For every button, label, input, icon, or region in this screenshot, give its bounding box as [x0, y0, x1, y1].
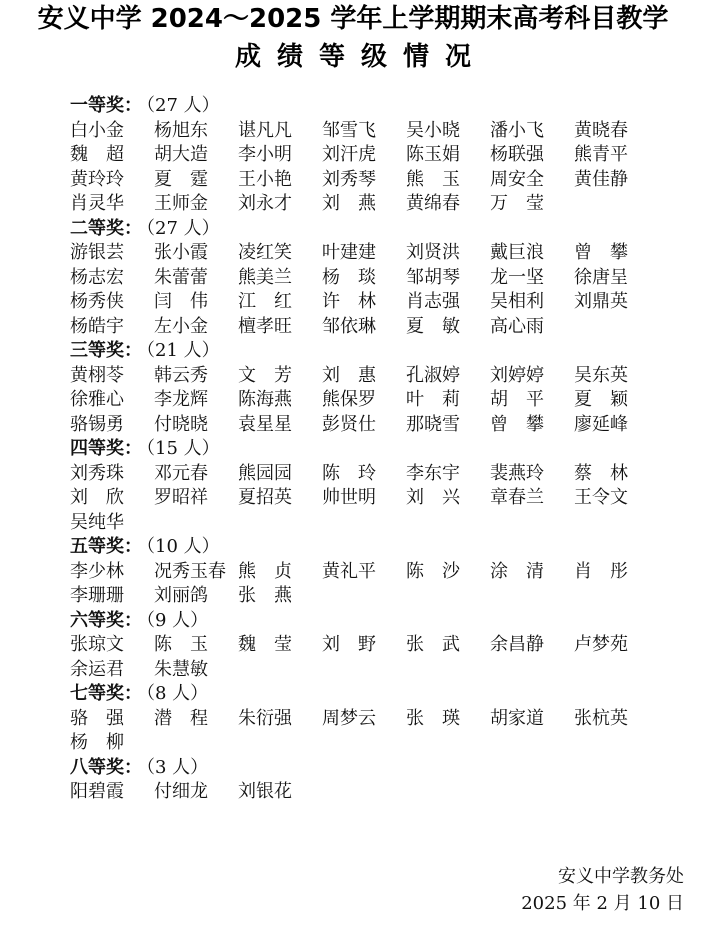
student-name: 刘 野: [322, 634, 376, 655]
student-name: 帅世明: [322, 487, 376, 508]
student-name: 陈 沙: [406, 560, 460, 582]
student-name: 熊青平: [574, 144, 628, 165]
student-name: 熊园园: [238, 462, 292, 484]
student-name: 熊 玉: [406, 168, 460, 190]
student-name: 韩云秀: [154, 364, 208, 386]
student-name: 曾 攀: [574, 242, 628, 263]
student-name: 邹雪飞: [322, 119, 376, 141]
student-name: 黄玲玲: [70, 168, 124, 190]
section-header: [70, 535, 650, 560]
student-name: 朱慧敏: [154, 658, 208, 680]
student-name: 周安全: [490, 168, 544, 190]
student-name: 廖延峰: [574, 413, 628, 435]
student-name: 万 莹: [490, 193, 544, 214]
award-sections: [70, 94, 650, 805]
award-section: [70, 217, 650, 340]
student-name: 戴巨浪: [490, 242, 544, 263]
student-name: 江 红: [238, 291, 292, 312]
student-name: 胡大造: [154, 144, 208, 165]
student-name: 徐雅心: [70, 389, 124, 410]
student-name: 游银芸: [70, 242, 124, 263]
student-name: 朱衍强: [238, 707, 292, 729]
student-name: 裴燕玲: [490, 462, 544, 484]
award-level-label: 八等奖：: [70, 756, 142, 778]
student-name: 檀孝旺: [238, 315, 292, 337]
student-name: 杨旭东: [154, 119, 208, 141]
award-level-label: 一等奖：: [70, 95, 142, 116]
student-name: 杨秀侠: [70, 291, 124, 312]
student-name: 黄礼平: [322, 560, 376, 582]
section-header: [70, 217, 650, 242]
section-header: [70, 437, 650, 462]
name-list: [70, 462, 650, 536]
student-name: 徐唐呈: [574, 266, 628, 288]
student-name: 刘丽鸽: [154, 585, 208, 606]
student-name: 杨志宏: [70, 266, 124, 288]
student-name: 潘小飞: [490, 119, 544, 141]
student-name: 刘秀琴: [322, 168, 376, 190]
student-name: 左小金: [154, 315, 208, 337]
student-name: 付晓晓: [154, 413, 208, 435]
student-name: 肖 彤: [574, 560, 628, 582]
student-name: 陈 玉: [154, 634, 208, 655]
student-name: 邓元春: [154, 462, 208, 484]
student-name: 骆 强: [70, 707, 124, 729]
student-name: 刘银花: [238, 781, 292, 802]
student-name: 魏 超: [70, 144, 124, 165]
student-name: 付细龙: [154, 781, 208, 802]
student-name: 蔡 林: [574, 462, 628, 484]
student-name: 肖志强: [406, 291, 460, 312]
student-name: 陈海燕: [238, 389, 292, 410]
student-name: 骆锡勇: [70, 413, 124, 435]
award-level-label: 五等奖：: [70, 536, 142, 557]
student-name: 刘秀珠: [70, 462, 124, 484]
award-count: （27 人）: [146, 217, 220, 239]
student-name: 白小金: [70, 119, 124, 141]
student-name: 夏 霆: [154, 168, 208, 190]
student-name: 李少林: [70, 560, 124, 582]
name-list: [70, 633, 650, 682]
student-name: 黄栩苓: [70, 364, 124, 386]
section-header: [70, 339, 650, 364]
student-name: 吴纯华: [70, 511, 124, 533]
student-name: 刘 惠: [322, 364, 376, 386]
student-name: 刘 燕: [322, 193, 376, 214]
student-name: 袁星星: [238, 413, 292, 435]
student-name: 王小艳: [238, 168, 292, 190]
student-name: 叶 莉: [406, 389, 460, 410]
student-name: 涂 清: [490, 560, 544, 582]
student-name: 黄绵春: [406, 193, 460, 214]
student-name: 杨 琰: [322, 266, 376, 288]
student-name: 黄佳静: [574, 168, 628, 190]
student-name: 凌红笑: [238, 242, 292, 263]
student-name: 闫 伟: [154, 291, 208, 312]
student-name: 谌凡凡: [238, 119, 292, 141]
student-name: 李龙辉: [154, 389, 208, 410]
student-name: 熊保罗: [322, 389, 376, 410]
name-list: [70, 241, 650, 339]
section-header: [70, 609, 650, 634]
student-name: 潜 程: [154, 707, 208, 729]
section-header: [70, 756, 650, 781]
award-count: （15 人）: [146, 438, 220, 459]
student-name: 余昌静: [490, 634, 544, 655]
student-name: 夏招英: [238, 487, 292, 508]
award-count: （9 人）: [146, 609, 209, 631]
student-name: 张琼文: [70, 634, 124, 655]
student-name: 许 林: [322, 291, 376, 312]
name-list: [70, 707, 650, 756]
student-name: 李小明: [238, 144, 292, 165]
student-name: 阳碧霞: [70, 781, 124, 802]
student-name: 罗昭祥: [154, 487, 208, 508]
student-name: 邹依琳: [322, 315, 376, 337]
name-list: [70, 364, 650, 438]
student-name: 黄晓春: [574, 119, 628, 141]
student-name: 李珊珊: [70, 585, 124, 606]
student-name: 卢梦苑: [574, 634, 628, 655]
footer-date: 2025 年 2 月 10 日: [521, 893, 684, 914]
student-name: 吴小晓: [406, 119, 460, 141]
award-level-label: 七等奖：: [70, 683, 142, 704]
student-name: 况秀玉春: [154, 560, 226, 582]
student-name: 邹胡琴: [406, 266, 460, 288]
student-name: 彭贤仕: [322, 413, 376, 435]
award-section: [70, 682, 650, 756]
award-level-label: 四等奖：: [70, 438, 142, 459]
award-count: （27 人）: [146, 95, 220, 116]
student-name: 杨 柳: [70, 732, 124, 753]
student-name: 李东宇: [406, 462, 460, 484]
student-name: 张 武: [406, 634, 460, 655]
student-name: 刘 兴: [406, 487, 460, 508]
student-name: 刘汗虎: [322, 144, 376, 165]
student-name: 刘贤洪: [406, 242, 460, 263]
student-name: 夏 颖: [574, 389, 628, 410]
student-name: 夏 敏: [406, 315, 460, 337]
name-list: [70, 560, 650, 609]
student-name: 周梦云: [322, 707, 376, 729]
student-name: 王师金: [154, 193, 208, 214]
student-name: 熊美兰: [238, 266, 292, 288]
student-name: 刘婷婷: [490, 364, 544, 386]
student-name: 刘永才: [238, 193, 292, 214]
award-count: （8 人）: [146, 683, 209, 704]
student-name: 张 燕: [238, 585, 292, 606]
student-name: 魏 莹: [238, 634, 292, 655]
student-name: 胡 平: [490, 389, 544, 410]
student-name: 叶建建: [322, 242, 376, 263]
award-level-label: 二等奖：: [70, 217, 142, 239]
student-name: 曾 攀: [490, 413, 544, 435]
award-section: [70, 437, 650, 535]
section-header: [70, 682, 650, 707]
student-name: 杨联强: [490, 144, 544, 165]
student-name: 陈玉娟: [406, 144, 460, 165]
student-name: 章春兰: [490, 487, 544, 508]
student-name: 刘 欣: [70, 487, 124, 508]
award-count: （10 人）: [146, 536, 220, 557]
student-name: 吴相利: [490, 291, 544, 312]
student-name: 那晓雪: [406, 413, 460, 435]
student-name: 吴东英: [574, 364, 628, 386]
student-name: 文 芳: [238, 364, 292, 386]
student-name: 孔淑婷: [406, 364, 460, 386]
section-header: [70, 94, 650, 119]
award-count: （21 人）: [146, 340, 220, 361]
student-name: 肖灵华: [70, 193, 124, 214]
name-list: [70, 119, 650, 217]
student-name: 张小霞: [154, 242, 208, 263]
student-name: 胡家道: [490, 707, 544, 729]
award-section: [70, 339, 650, 437]
document-title-line-1: 安义中学 2024～2025 学年上学期期末高考科目教学: [37, 4, 669, 34]
student-name: 高心雨: [490, 315, 544, 337]
award-section: [70, 756, 650, 805]
footer-office: 安义中学教务处: [558, 866, 684, 887]
student-name: 张 瑛: [406, 707, 460, 729]
student-name: 刘鼎英: [574, 291, 628, 312]
award-count: （3 人）: [146, 756, 209, 778]
student-name: 王令文: [574, 487, 628, 508]
student-name: 陈 玲: [322, 462, 376, 484]
award-section: [70, 609, 650, 683]
name-list: [70, 780, 650, 805]
document-title-line-2: 成绩等级情况: [234, 42, 487, 72]
student-name: 龙一坚: [490, 266, 544, 288]
award-level-label: 三等奖：: [70, 340, 142, 361]
student-name: 余运君: [70, 658, 124, 680]
student-name: 张杭英: [574, 707, 628, 729]
student-name: 杨皓宇: [70, 315, 124, 337]
student-name: 朱蕾蕾: [154, 266, 208, 288]
award-level-label: 六等奖：: [70, 609, 142, 631]
award-section: [70, 535, 650, 609]
award-section: [70, 94, 650, 217]
student-name: 熊 贞: [238, 560, 292, 582]
